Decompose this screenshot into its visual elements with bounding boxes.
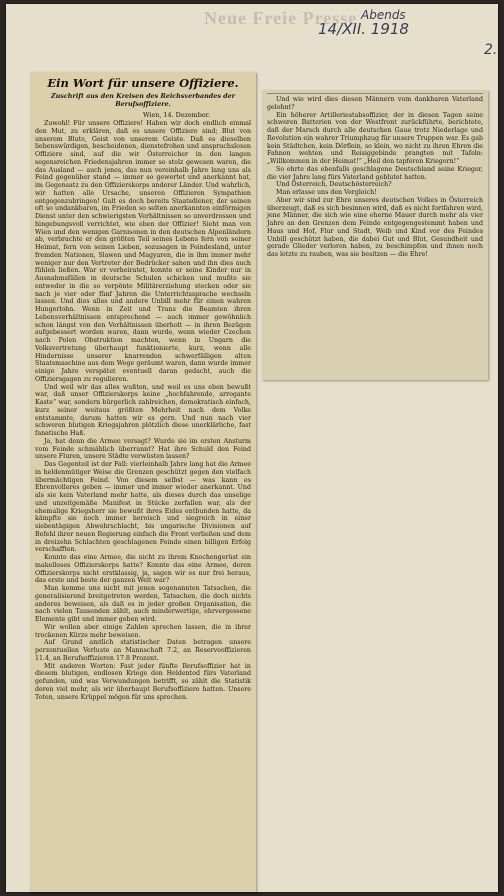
paragraph: Ein höherer Artilleriestabsoffizier, der in diesen Tagen seine schweren Batterien von der Westfront zurückführte, berichtete, daß der Marsch durch alle deutschen Gaue trotz Niederlage und Revolution ein wahrer Triumphzug für unsere Truppen war. Es gab kein Städtchen, kein Dörflein, so klein, wo nicht zu ihren Ehren die Fahnen wehten und Reisiggebinde prangten mit Tafeln: „Willkommen in der Heimat!“ „Heil den tapferen Kriegern!“: [267, 111, 483, 165]
article-title: Ein Wort für unsere Offiziere.: [47, 76, 239, 90]
handwritten-page-number: 2.: [484, 42, 498, 58]
article-body: [30, 120, 256, 701]
paragraph: Man erlasse uns den Vergleich!: [276, 189, 377, 196]
paragraph: Man komme uns nicht mit jenen sogenannten Tatsachen, die generalisierend breitgetreten werden, Tatsachen, die doch nichts anderes beweisen, als daß es in jeder großen Organisation, die nach vielen Tausenden zählt, auch minderwertige, ehrvergessene Elemente gibt und immer geben wird.: [35, 585, 251, 623]
paragraph: Mit anderen Worten: Fast jeder fünfte Berufsoffizier hat in diesem blutigen, endlosen Kriege den Heldentod fürs Vaterland gefunden, und was Verwundungen betrifft, so zählt die Statistik deren viel mehr, als wir überhaupt Berufsoffiziere hatten. Unsere Toten, unsere Krüppel mögen für uns sprechen.: [35, 662, 251, 701]
scrapbook-page: [6, 4, 498, 892]
paragraph: Zuwohl! Für unsere Offiziere! Haben wir doch endlich einmal den Mut, zu erklären, daß es unsere Offiziere sind; Blut von unserem Blute, Geist von unserem Geiste. Daß es dieselben liebenswürdigen, bescheidenen, dienstefrohen und anspruchslosen Offiziere sind, auf die wir Österreicher in den langen segensreichen Friedensjahren immer so stolz gewesen waren, die das Ausland — auch jenes, das nun vereinhalb Jahre lang uns als Feind gegenüber stand — immer so gewertet und anerkannt hat, im Gegensatz zu den Offizierskorps anderer Länder. Und wahrlich, wir hatten alle Ursache, unseren Offizieren Sympathien entgegenzubringen! Galt es doch bereits Staatsdiener, der seinen oft so undankbaren, im Frieden so selten anerkannten einförmigen Dienst unter den schwierigsten Verhältnissen so unverdrossen und hingebungsvoll verrichtet, wie eben der Offizier! Sieht man von Wien und den wenigen Garnisonen in den deutschen Alpenländern ab, verbrachte er den größten Teil seines Lebens fern von seiner Heimat, fern von seinen Lieben, sozusagen in Feindesland, unter fremden Nationen, Slawen und Magyaren, die in ihm immer mehr weniger nur den Vertreter der Bedrücker sahen und ihn dies auch fühlen ließen. War er verheiratet, konnte er seine Kinder nur in Ausnahmsfällen in deutsche Schulen schicken und mußte sie entweder in die so verpönte Militärerziehung stecken oder sie nach je vier oder fünf Jahren die Unterrichtssprache wechseln lassen. Und dies alles und andere Unbill mehr für einen wahren Hungerlohn. Wenn in Zeit und Trans die Beamten ihren Lebensverhältnissen entsprechend — auch immer gewöhnlich schon längst von den Verhältnissen überholt — in ihren Bezügen aufgebessert worden waren, dann wurde, wenn wieder Czechen nach Polen Obstruktion machten, wenn in Ungarn die Volksvertretung überhaupt funktionierte, kurz, wenn alle Hindernisse unserer knarrenden schwerfälligen alten Staatsmaschine aus dem Wege geräumt waren, dann wurde immer einige Jahre verspätet eventuell daran gedacht, auch die Offiziersgagen zu regulieren.: [35, 120, 251, 383]
paragraph: Und wie wird dies diesen Männern vom dankbaren Vaterland gelohnt?: [267, 96, 483, 111]
paragraph: Wir wollen aber einige Zahlen sprechen lassen, die in ihrer trockenen Kürze mehr beweisen.: [35, 623, 251, 639]
paragraph: Ja, hat denn die Armee versagt? Wurde sie im ersten Ansturm vom Feinde schmählich überrannt? Hat ihre Schuld den Feind unsere Fluren, unsere Städte verwüsten lassen?: [35, 437, 251, 461]
continuation-body: [262, 96, 488, 259]
article-subtitle: Zuschrift aus den Kreisen des Reichsverbandes der Berufsoffiziere.: [50, 92, 236, 108]
newspaper-masthead: Neue Freie Presse: [204, 8, 358, 28]
paragraph: Und weil wir das alles wußten, und weil es uns eben bewußt war, daß unser Offizierskorps keine „hochfahrende, arrogante Kaste“ war, sondern bürgerlich zahlreichen, demokratisch einfach, kurz seiner weitaus größten Mehrheit nach dem Volke entstammte, darum hatten wir es gern. Und nun nach vier schweren blutigen Kriegsjahren plötzlich diese unerklärliche, fast fanatische Haß.: [35, 383, 251, 437]
newspaper-clipping-main: [30, 72, 256, 892]
handwritten-date: 14/XII. 1918: [318, 20, 409, 38]
column-rule: [267, 93, 483, 94]
newspaper-clipping-continuation: [262, 90, 488, 380]
paragraph: So ehrte das ebenfalls geschlagene Deutschland seine Krieger, die vier Jahre lang fürs Vaterland geblutet hatten.: [267, 165, 483, 181]
paragraph: Konnte das eine Armee, die nicht zu ihrem Knochengerüst ein makelloses Offizierskorps hatte? Konnte das eine Armee, deren Offizierskorps nicht erstklassig, ja, sagen wir es nur frei heraus, das erste und beste der ganzen Welt war?: [35, 554, 251, 585]
handwritten-edition-note: Abends: [361, 8, 406, 22]
article-dateline: Wien, 14. Dezember.: [142, 111, 210, 119]
paragraph: Und Österreich, Deutschösterreich?: [276, 181, 392, 189]
paragraph: Aber wir sind zur Ehre unseres deutschen Volkes in Österreich überzeugt, daß es sich besinnen wird, daß es nicht fortfahren wird, jene Männer, die sich wie eine eherne Mauer durch mehr als vier Jahre an den Grenzen dem Feinde entgegengestemmt haben und Haus und Hof, Flur und Stadt, Weib und Kind vor des Feindes Unbill geschützt haben, die dabei Gut und Blut, Gesundheit und gerade Glieder verloren haben, zu beschimpfen und ihnen noch das letzte zu rauben, was sie besitzen — die Ehre!: [267, 196, 483, 258]
paragraph: Auf Grund amtlich statistischer Daten betragen unsere perzentuellen Verluste an Mannschaft 7.2, an Reserveoffizieren 11.4, an Berufsoffizieren 17.8 Prozent.: [35, 639, 251, 662]
paragraph: Das Gegenteil ist der Fall: vierleinhalb Jahre lang hat die Armee in heldenmütiger Weise die Grenzen geschützt gegen den vielfach übermächtigen Feind. Von diesem selbst — was kann es Ehrenvolleres geben — immer und immer wieder anerkannt. Und als sie kein Vaterland mehr hatte, als dieses durch das unselige und unzeitgemäße Manifest in Stücke zerfallen war, als der ehemalige Kriegsherr sie bewußt ihres Eides entbunden hatte, da kämpfte sie noch immer heroisch und siegreich in einer siebentägigen Abwehrschlacht, bis ungarische Divisionen auf Befehl ihrer neuen Regierung einfach die Front verließen und dem in dreizehn Schlachten geschlagenen Feinde einen billigen Erfolg verschafften.: [35, 461, 251, 554]
